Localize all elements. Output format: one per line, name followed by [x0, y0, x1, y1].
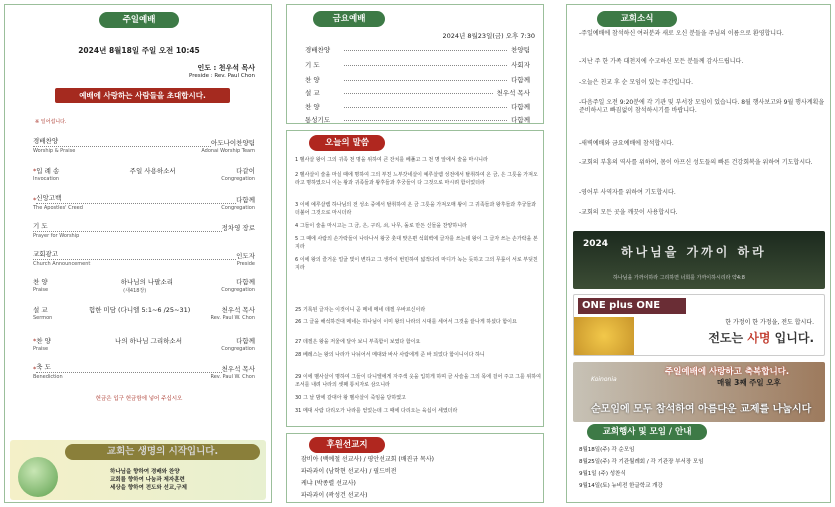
order-en-leader: Adonai Worship Team	[201, 148, 255, 154]
news-item: -영어부 사역자를 위하여 기도합시다.	[579, 189, 676, 196]
order-label: 찬 양	[36, 337, 51, 345]
order-en-leader: Congregation	[221, 346, 255, 352]
news-item: -새벽예배와 금요예배에 참석합시다.	[579, 140, 674, 147]
mission-row: 파라과이 (곽성건 선교사)	[301, 492, 368, 499]
order-title: 나의 하나님 그리하소서	[115, 337, 182, 345]
order-leader: 아도나이찬양팀	[211, 139, 255, 147]
friday-row	[305, 75, 530, 84]
order-en-label: Praise	[33, 287, 49, 293]
order-item	[33, 193, 255, 211]
news-item: -다음주일 오전 9:20분에 각 기관 및 부서장 모임이 있습니다. 8월 행사보고와 9월 행사계획을 준비하시고 빠짐없이 참석하시기를 바랍니다.	[579, 99, 825, 114]
order-title: 주일 사용하소서	[129, 167, 176, 175]
missions-header: 후원선교지	[309, 437, 385, 453]
evangelism-line2	[708, 329, 814, 346]
order-label: 경배찬양	[33, 136, 211, 147]
theme-title: 하나님을 가까이 하라	[621, 245, 767, 259]
friday-row-value: 다함께	[511, 103, 530, 111]
evangelism-banner	[573, 294, 825, 356]
order-leader: 천우석 목사	[221, 306, 255, 314]
friday-row-label: 통성기도	[305, 116, 331, 124]
order-leader: 다함께	[236, 278, 255, 286]
standing-note: ※ 일어섭니다.	[35, 119, 67, 125]
order-item	[33, 305, 255, 321]
evangelism-line1: 한 가정이 한 가정을, 전도 합시다.	[725, 319, 814, 326]
order-en-leader: Congregation	[221, 176, 255, 182]
banner-title: 교회는 생명의 시작입니다.	[65, 444, 260, 460]
theme-banner	[573, 231, 825, 289]
verse: 25 기록된 글자는 이것이니 곧 메네 메네 데겔 우바르신이라	[295, 307, 426, 313]
evangelism-mission-word: 사명	[747, 331, 771, 345]
banner-line: 세상을 향하여 전도와 선교,구제	[110, 485, 187, 491]
sunday-date: 2024년 8월18일 주일 오전 10:45	[78, 46, 200, 55]
koinonia-time: 매월 3째 주일 오후	[717, 378, 781, 387]
order-en-leader: Rev. Paul W. Chon	[210, 374, 255, 380]
leaves-image	[574, 317, 634, 355]
order-leader: 정차영 장로	[221, 224, 255, 232]
order-en-label: Worship & Praise	[33, 148, 76, 154]
verse: 3 이에 예루살렘 하나님의 전 성소 중에서 탈취하여 온 금 그릇을 가져오매 왕이 그 귀족들과 왕후들과 후궁들과 더불어 그것으로 마시더라	[295, 202, 537, 216]
order-en-label: Praise	[33, 346, 49, 352]
globe-icon	[18, 457, 58, 497]
koinonia-head: 주일예배에 사랑하고 축복합니다.	[665, 367, 790, 377]
koinonia-banner	[573, 362, 825, 422]
friday-header: 금요예배	[313, 11, 385, 27]
friday-worship-box	[286, 4, 544, 124]
one-plus-one-logo: ONE plus ONE	[578, 298, 686, 314]
verse: 1 벨사살 왕이 그의 귀족 천 명을 위하여 큰 잔치를 베풀고 그 천 명 앞에서 술을 마시니라	[295, 157, 488, 163]
order-label: 입 례 송	[36, 167, 60, 175]
order-item	[33, 249, 255, 267]
friday-row-label: 찬 양	[305, 76, 320, 84]
news-item: -교회의 모든 곳을 깨끗이 사용합시다.	[579, 209, 678, 216]
order-en-leader: Rev. Paul W. Chon	[210, 315, 255, 321]
friday-row-label: 설 교	[305, 89, 320, 97]
order-en-leader: Congregation	[221, 205, 255, 211]
theme-reference: 하나님을 가까이하라 그리하면 너희를 가까이하시리라 약4:8	[613, 275, 745, 281]
sunday-sermon-leader: 인도 : 천우석 목사	[197, 64, 255, 72]
mission-row: 파라과이 (남학현 선교사) / 필드비전	[301, 468, 397, 475]
friday-row-value: 찬양팀	[511, 46, 530, 54]
order-en-label: Sermon	[33, 315, 53, 321]
schedule-row: 9월1일 (주) 성찬식	[579, 471, 626, 477]
friday-row	[305, 88, 530, 97]
order-star: *	[33, 337, 37, 345]
schedule-row: 8월18일(주) 각 순모임	[579, 447, 635, 453]
order-label: 교회광고	[33, 249, 236, 260]
middle-panel	[286, 4, 544, 503]
order-en-label: Prayer for Worship	[33, 233, 80, 239]
sunday-header: 주일예배	[99, 12, 179, 28]
news-header: 교회소식	[597, 11, 677, 27]
news-item: -주일예배에 참석하신 여러분과 새로 오신 분들을 주님의 이름으로 환영합니다.	[579, 30, 784, 37]
order-en-label: Benediction	[33, 374, 63, 380]
verse: 28 베레스는 왕의 나라가 나뉘어서 메대와 바사 사람에게 준 바 되었다 함이니이다 하니	[295, 352, 485, 358]
friday-row	[305, 102, 530, 111]
friday-date: 2024년 8월23일(금) 오후 7:30	[442, 32, 535, 40]
word-header: 오늘의 말씀	[309, 135, 385, 151]
koinonia-logo: Koinonia	[591, 376, 617, 383]
order-en-leader: Congregation	[221, 287, 255, 293]
order-item	[33, 336, 255, 352]
hymn-number: (새418장)	[123, 288, 147, 294]
order-label: 신앙고백	[36, 193, 236, 204]
mission-row: 케냐 (박종렬 선교사)	[301, 480, 356, 487]
evangelism-text: 전도는	[708, 331, 748, 345]
schedule-row: 9월14일(토) 뉴비전 한글학교 개강	[579, 483, 663, 489]
friday-row-value: 다함께	[511, 76, 530, 84]
order-item	[33, 277, 255, 294]
order-en-leader: Preside	[236, 261, 255, 267]
church-motto-banner	[10, 440, 266, 500]
news-panel	[566, 4, 831, 503]
friday-row-value: 다함께	[511, 116, 530, 124]
friday-row	[305, 60, 530, 69]
todays-word-box	[286, 130, 544, 427]
order-en-label: Church Announcement	[33, 261, 91, 267]
verse: 27 데겔은 왕을 저울에 달아 보니 부족함이 보였다 함이요	[295, 339, 421, 345]
theme-year: 2024	[583, 239, 609, 249]
friday-row-label: 기 도	[305, 61, 320, 69]
koinonia-invite: 순모임에 모두 참석하여 아름다운 교제를 나눕시다	[591, 404, 812, 415]
offering-note: 헌금은 입구 헌금함에 넣어 주십시오	[95, 396, 183, 402]
order-star: *	[33, 365, 37, 373]
friday-row	[305, 115, 530, 124]
order-label: 축 도	[36, 362, 221, 373]
order-en-label: The Apostles' Creed	[33, 205, 83, 211]
banner-line: 교회를 향하여 나눔과 제자훈련	[110, 477, 185, 483]
verse: 31 메대 사람 다리오가 나라를 얻었는데 그 때에 다리오는 육십이 세였더라	[295, 408, 458, 414]
verse: 2 벨사살이 술을 마실 때에 명하여 그의 부친 느부갓네살이 예루살렘 성전에서 탈취하여 온 금, 은 그릇을 가져오라고 명하였으니 이는 왕과 귀족들과 왕후들과 후궁들이 다 그것으로 마시려 함이었더라	[295, 172, 538, 186]
sunday-worship-panel	[4, 4, 272, 503]
order-leader: 다함께	[236, 196, 255, 204]
order-item	[33, 221, 255, 239]
sunday-preside: Preside : Rev. Paul Chon	[188, 73, 255, 79]
order-leader: 천우석 목사	[221, 365, 255, 373]
order-title: 험한 미담 (다니엘 5:1~6 /25~31)	[88, 306, 191, 314]
order-en-label: Invocation	[33, 176, 60, 182]
order-title: 하나님의 나팔소리	[120, 278, 174, 286]
verse: 4 그들이 술을 마시고는 그 금, 은, 구리, 쇠, 나무, 돌로 만든 신들을 찬양하니라	[295, 223, 467, 229]
news-item: -오늘은 친교 후 순 모임이 있는 주간입니다.	[579, 79, 694, 86]
order-label: 찬 양	[33, 278, 48, 286]
missions-box	[286, 433, 544, 503]
order-star: *	[33, 167, 37, 175]
verse: 5 그 때에 사람의 손가락들이 나타나서 왕궁 촛대 맞은편 석회벽에 글자를 쓰는데 왕이 그 글자 쓰는 손가락을 본지라	[295, 236, 538, 250]
evangelism-text: 입니다.	[770, 331, 814, 345]
order-leader: 다함께	[236, 337, 255, 345]
news-item: -교회의 부흥의 역사를 위하여, 몸이 아프신 성도들의 빠른 건강회복을 위하여 기도합시다.	[579, 159, 813, 166]
banner-lines	[110, 468, 187, 492]
verse: 30 그 날 밤에 갈대아 왕 벨사살이 죽임을 당하였고	[295, 395, 406, 401]
banner-line: 하나님을 향하여 경배와 찬양	[110, 469, 180, 475]
verse: 6 이에 왕의 즐거운 얼굴 빛이 변하고 그 생각이 번민하여 넓적다리 마디가 녹는 듯하고 그의 무릎이 서로 부딪친지라	[295, 257, 538, 271]
order-leader: 인도자	[236, 252, 255, 260]
friday-row-value: 사회자	[511, 61, 530, 69]
order-leader: 다같이	[236, 167, 255, 175]
order-item	[33, 362, 255, 380]
order-star: *	[33, 196, 37, 204]
schedule-row: 8월25일(주) 각 기관월례회 / 각 기관장 부서장 모임	[579, 459, 704, 465]
friday-row-value: 천우석 목사	[496, 89, 530, 97]
friday-row	[305, 45, 530, 54]
order-label: 기 도	[33, 221, 222, 232]
order-label: 설 교	[33, 306, 48, 314]
verse: 26 그 글을 해석하건대 메네는 하나님이 이미 왕의 나라의 시대를 세어서 그것을 끝나게 하셨다 함이요	[295, 319, 517, 325]
order-item	[33, 166, 255, 182]
mission-row: 잠비아 (백예철 선교사) / 평안선교회 (배진규 목사)	[301, 456, 434, 463]
friday-row-label: 경배찬양	[305, 46, 331, 54]
schedule-header: 교회행사 및 모임 / 안내	[587, 424, 707, 440]
friday-row-label: 찬 양	[305, 103, 320, 111]
invite-banner: 예배에 사랑하는 사람들을 초대합시다.	[55, 88, 230, 103]
order-item	[33, 136, 255, 154]
verse: 29 이에 벨사살이 명하여 그들이 다니엘에게 자주색 옷을 입히게 하며 금 사슬을 그의 목에 걸어 주고 그를 위하여 조서를 내려 나라의 셋째 통치자로 삼으니라	[295, 374, 541, 388]
news-item: -지난 주 한 가족 대천지에 수고하신 모든 분들께 감사드립니다.	[579, 58, 744, 65]
